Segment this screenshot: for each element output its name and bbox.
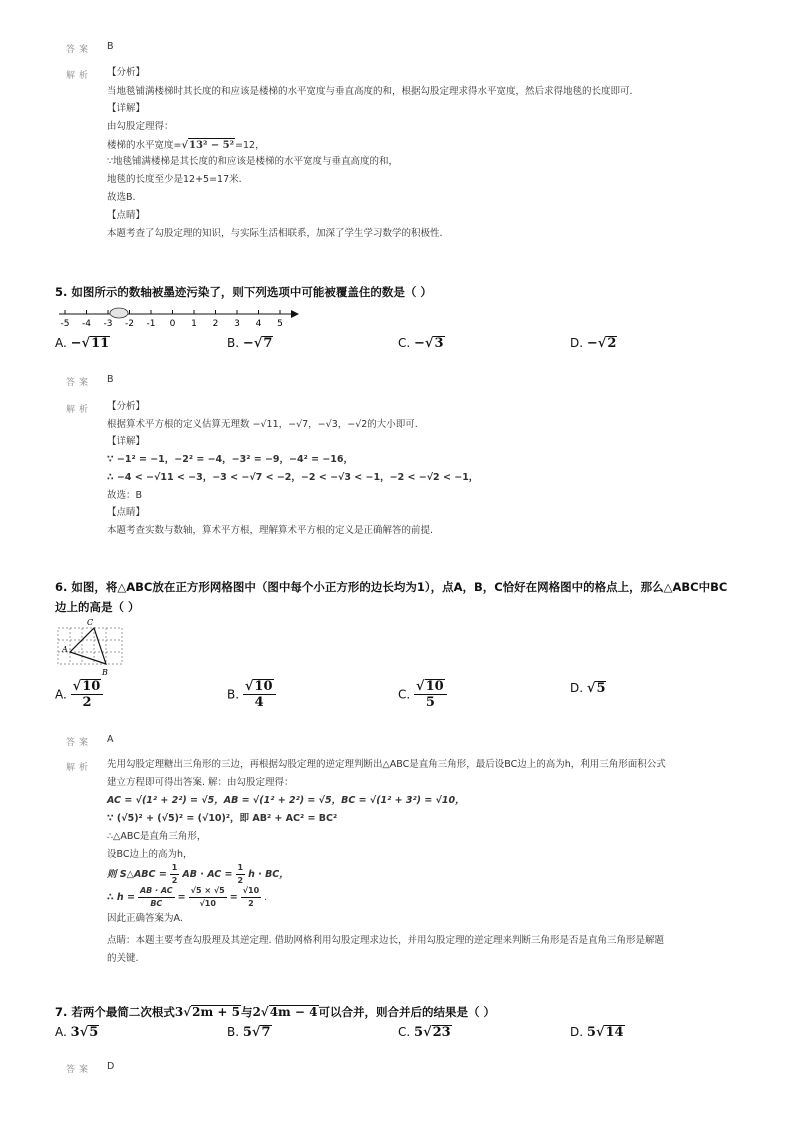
- option-c: C. 5√23: [398, 1025, 451, 1040]
- analysis-formula: AC = √(1² + 2²) = √5，AB = √(1² + 2²) = √5，BC = √(1² + 3²) = √10，: [107, 795, 465, 806]
- comment-tag: 【点睛】: [107, 210, 146, 221]
- option-b: B. −√7: [227, 336, 273, 351]
- denominator: 2: [82, 695, 92, 710]
- option-letter: D.: [570, 1025, 584, 1039]
- detail-text: 楼梯的水平宽度=: [107, 140, 182, 151]
- radicand: 2m + 5: [192, 1005, 240, 1019]
- analysis-tag: 【分析】: [107, 67, 146, 78]
- analysis-text: 建立方程即可得出答案. 解：由勾股定理得：: [107, 777, 294, 788]
- option-d: D. √5: [570, 681, 606, 696]
- option-radicand: 7: [261, 1025, 271, 1040]
- answer-value: B: [107, 374, 114, 385]
- detail-line: 故选B.: [107, 192, 136, 203]
- analysis-formula: ∵ (√5)² + (√5)² = (√10)²，即 AB² + AC² = BC²: [107, 813, 338, 824]
- answer-value: D: [107, 1061, 115, 1072]
- analysis-label: 解析: [66, 71, 93, 81]
- option-radicand: 7: [263, 336, 273, 351]
- option-radicand: 3: [434, 336, 444, 351]
- formula-text: .: [264, 891, 268, 903]
- option-a: A. 3√5: [55, 1025, 99, 1040]
- radicand: 13² − 5²: [189, 140, 235, 151]
- grid-triangle-figure: [55, 618, 127, 678]
- option-radicand: 23: [432, 1025, 451, 1040]
- detail-line: 故选：B: [107, 490, 143, 501]
- point-label-b: B: [102, 668, 108, 677]
- detail-line-formula: 楼梯的水平宽度=√13² − 5²=12，: [107, 140, 265, 151]
- analysis-text: ∴△ABC是直角三角形，: [107, 831, 207, 842]
- analysis-label: 解析: [66, 763, 93, 773]
- question-stem: 5. 如图所示的数轴被墨迹污染了，则下列选项中可能被覆盖住的数是（ ）: [55, 285, 432, 299]
- option-a: A. $\frac{√10}{2}$: [55, 679, 103, 710]
- formula-text: h · BC，: [248, 868, 289, 880]
- analysis-label: 解析: [66, 405, 93, 415]
- formula-text: 则 S△ABC =: [107, 868, 167, 880]
- option-c: C. −√3: [398, 336, 444, 351]
- numerator: 10: [82, 679, 101, 694]
- option-d: D. 5√14: [570, 1025, 624, 1040]
- formula-text: AB · AC =: [182, 868, 233, 880]
- point-label-a: A: [62, 645, 68, 654]
- detail-line: ∵地毯铺满楼梯是其长度的和应该是楼梯的水平宽度与垂直高度的和，: [107, 156, 399, 167]
- detail-line: ∴ −4 < −√11 < −3，−3 < −√7 < −2，−2 < −√3 < −1，−2 < −√2 < −1，: [107, 472, 479, 483]
- axis-tick-label: 3: [234, 319, 240, 329]
- numerator: 10: [254, 679, 273, 694]
- question-stem-continued: 边上的高是（ ）: [55, 600, 140, 614]
- comment-text: 的关键.: [107, 953, 139, 964]
- axis-tick-label: 2: [212, 319, 219, 329]
- option-radicand: 5: [89, 1025, 99, 1040]
- option-letter: C.: [398, 336, 411, 350]
- option-letter: D.: [570, 681, 584, 695]
- coefficient: 3: [70, 1025, 80, 1040]
- option-letter: D.: [570, 336, 584, 350]
- option-radicand: 5: [596, 681, 606, 696]
- answer-value: A: [107, 734, 114, 745]
- option-radicand: 11: [91, 336, 110, 351]
- answer-value: B: [107, 41, 114, 52]
- question-stem: 6. 如图，将△ABC放在正方形网格图中（图中每个小正方形的边长均为1），点A，B，C恰好在网格图中的格点上，那么△ABC中BC: [55, 580, 728, 594]
- answer-label: 答案: [66, 738, 93, 748]
- coefficient: 5: [242, 1025, 252, 1040]
- area-formula: 则 S△ABC = $\frac{1}{2}$ AB · AC = $\frac{1}{2}$ h · BC，: [107, 863, 289, 885]
- stem-text: 可以合并，则合并后的结果是（ ）: [318, 1005, 496, 1019]
- option-radicand: 14: [605, 1025, 624, 1040]
- axis-tick-label: -1: [146, 319, 156, 329]
- axis-tick-label: -2: [125, 319, 134, 329]
- point-label-c: C: [87, 618, 94, 627]
- option-letter: A.: [55, 687, 67, 702]
- height-formula: ∴ h = $\frac{AB \cdot AC}{BC}$ = $\frac{√5 \times √5}{√10}$ = $\frac{√10}{2}$ .: [107, 886, 268, 908]
- axis-tick-label: 1: [191, 319, 197, 329]
- comment-tag: 【点睛】: [107, 507, 146, 518]
- detail-tag: 【详解】: [107, 436, 146, 447]
- answer-label: 答案: [66, 378, 93, 388]
- axis-tick-label: 4: [255, 319, 262, 329]
- option-b: B. 5√7: [227, 1025, 271, 1040]
- comment-text: 本题考查实数与数轴，算术平方根，理解算术平方根的定义是正确解答的前提.: [107, 525, 434, 536]
- comment-text: 点睛：本题主要考查勾股理及其逆定理. 借助网格利用勾股定理求边长，并用勾股定理的逆定理来判断三角形是否是直角三角形是解题: [107, 935, 665, 946]
- option-letter: B.: [227, 687, 240, 702]
- coefficient: 5: [586, 1025, 596, 1040]
- coefficient: 3: [174, 1005, 184, 1019]
- question-stem: 7. 若两个最简二次根式 3√2m + 5 与 2√4m − 4 可以合并，则合并后的结果是（ ）: [55, 1005, 496, 1019]
- analysis-text: 根据算术平方根的定义估算无理数 −√11，−√7，−√3，−√2的大小即可.: [107, 419, 418, 430]
- analysis-text: 当地毯铺满楼梯时其长度的和应该是楼梯的水平宽度与垂直高度的和，根据勾股定理求得水平宽度，然后求得地毯的长度即可.: [107, 86, 633, 97]
- formula-text: ∴ h =: [107, 891, 135, 903]
- option-c: C. $\frac{√10}{5}$: [398, 679, 447, 710]
- option-letter: C.: [398, 1025, 411, 1039]
- axis-tick-label: 0: [169, 319, 176, 329]
- ink-blot: [110, 308, 128, 318]
- axis-tick-label: -3: [103, 319, 113, 329]
- option-d: D. −√2: [570, 336, 617, 351]
- detail-text: =12，: [235, 140, 265, 151]
- detail-line: ∵ −1² = −1，−2² = −4，−3² = −9，−4² = −16，: [107, 454, 354, 465]
- denominator: 5: [425, 695, 435, 710]
- option-letter: A.: [55, 336, 67, 350]
- stem-text: 7. 若两个最简二次根式: [55, 1005, 175, 1019]
- coefficient: 5: [414, 1025, 424, 1040]
- radicand: 4m − 4: [269, 1005, 318, 1019]
- axis-tick-label: -4: [82, 319, 91, 329]
- analysis-text: 因此正确答案为A.: [107, 913, 183, 924]
- analysis-tag: 【分析】: [107, 401, 146, 412]
- option-radicand: 2: [607, 336, 617, 351]
- number-line-figure: [55, 304, 305, 330]
- detail-tag: 【详解】: [107, 103, 146, 114]
- option-letter: C.: [398, 687, 411, 702]
- detail-line: 地毯的长度至少是12+5=17米.: [107, 174, 242, 185]
- numerator: 10: [425, 679, 444, 694]
- detail-line: 由勾股定理得：: [107, 121, 174, 132]
- coefficient: 2: [252, 1005, 261, 1019]
- stem-text: 与: [240, 1005, 253, 1019]
- axis-tick-label: -5: [60, 319, 70, 329]
- answer-label: 答案: [66, 45, 93, 55]
- option-a: A. −√11: [55, 336, 110, 351]
- option-letter: A.: [55, 1025, 67, 1039]
- option-letter: B.: [227, 1025, 240, 1039]
- comment-text: 本题考查了勾股定理的知识，与实际生活相联系，加深了学生学习数学的积极性.: [107, 228, 443, 239]
- option-b: B. $\frac{√10}{4}$: [227, 679, 276, 710]
- analysis-text: 先用勾股定理糖出三角形的三边，再根据勾股定理的逆定理判断出△ABC是直角三角形，最后设BC边上的高为h，利用三角形面积公式: [107, 759, 666, 770]
- analysis-text: 设BC边上的高为h，: [107, 849, 193, 860]
- axis-tick-label: 5: [277, 319, 283, 329]
- answer-label: 答案: [66, 1065, 93, 1075]
- option-letter: B.: [227, 336, 240, 350]
- denominator: 4: [254, 695, 264, 710]
